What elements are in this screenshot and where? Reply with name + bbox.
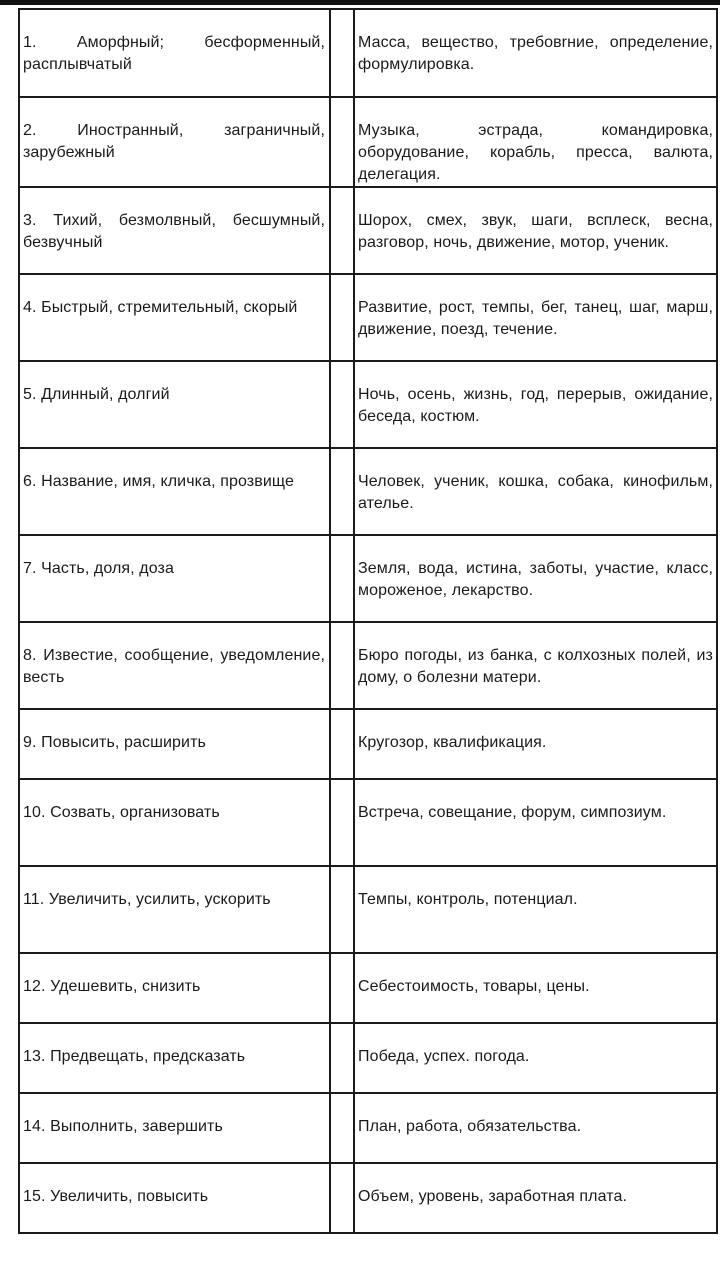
left-cell: 12. Удешевить, снизить: [19, 953, 330, 1023]
left-cell: 7. Часть, доля, доза: [19, 535, 330, 622]
table-row: [19, 1163, 717, 1233]
table-row: [19, 953, 717, 1023]
left-cell: 8. Известие, сообщение, уведомление, весть: [19, 622, 330, 709]
right-cell: Встреча, совещание, форум, симпозиум.: [354, 779, 717, 866]
left-cell: 2. Иностранный, заграничный, зарубежный: [19, 97, 330, 187]
table-row: [19, 1093, 717, 1163]
left-cell: 14. Выполнить, завершить: [19, 1093, 330, 1163]
left-cell: 9. Повысить, расширить: [19, 709, 330, 779]
table-row: [19, 97, 717, 187]
answer-cell: [330, 187, 354, 274]
answer-cell: [330, 866, 354, 953]
left-cell: 10. Созвать, организовать: [19, 779, 330, 866]
answer-cell: [330, 1093, 354, 1163]
table-row: [19, 535, 717, 622]
table-row: [19, 622, 717, 709]
answer-cell: [330, 779, 354, 866]
right-cell: Музыка, эстрада, командировка, оборудование, корабль, пресса, валюта, делегация.: [354, 97, 717, 187]
left-cell: 1. Аморфный; бесформенный, расплывчатый: [19, 9, 330, 97]
right-cell: Развитие, рост, темпы, бег, танец, шаг, марш, движение, поезд, течение.: [354, 274, 717, 361]
right-cell: Масса, вещество, требовrние, определение, формулировка.: [354, 9, 717, 97]
answer-cell: [330, 535, 354, 622]
right-cell: Объем, уровень, заработная плата.: [354, 1163, 717, 1233]
table-row: [19, 1023, 717, 1093]
answer-cell: [330, 709, 354, 779]
top-edge-bar: [0, 0, 720, 5]
left-cell: 6. Название, имя, кличка, прозвище: [19, 448, 330, 535]
left-cell: 13. Предвещать, предсказать: [19, 1023, 330, 1093]
right-cell: План, работа, обязательства.: [354, 1093, 717, 1163]
right-cell: Земля, вода, истина, заботы, участие, класс, мороженое, лекарство.: [354, 535, 717, 622]
left-cell: 3. Тихий, безмолвный, бесшумный, безвучный: [19, 187, 330, 274]
table-row: [19, 274, 717, 361]
table-row: [19, 187, 717, 274]
answer-cell: [330, 622, 354, 709]
table-row: [19, 361, 717, 448]
right-cell: Темпы, контроль, потенциал.: [354, 866, 717, 953]
left-cell: 15. Увеличить, повысить: [19, 1163, 330, 1233]
right-cell: Ночь, осень, жизнь, год, перерыв, ожидание, беседа, костюм.: [354, 361, 717, 448]
answer-cell: [330, 361, 354, 448]
answer-cell: [330, 9, 354, 97]
answer-cell: [330, 448, 354, 535]
right-cell: Шорох, смех, звук, шаги, всплеск, весна, разговор, ночь, движение, мотор, ученик.: [354, 187, 717, 274]
answer-cell: [330, 1023, 354, 1093]
right-cell: Кругозор, квалификация.: [354, 709, 717, 779]
left-cell: 11. Увеличить, усилить, ускорить: [19, 866, 330, 953]
table-row: [19, 866, 717, 953]
right-cell: Себестоимость, товары, цены.: [354, 953, 717, 1023]
right-cell: Человек, ученик, кошка, собака, кинофильм, ателье.: [354, 448, 717, 535]
table-row: [19, 709, 717, 779]
table-row: [19, 779, 717, 866]
right-cell: Победа, успех. погода.: [354, 1023, 717, 1093]
left-cell: 5. Длинный, долгий: [19, 361, 330, 448]
answer-cell: [330, 274, 354, 361]
table-row: [19, 448, 717, 535]
answer-cell: [330, 97, 354, 187]
left-cell: 4. Быстрый, стремительный, скорый: [19, 274, 330, 361]
table-row: [19, 9, 717, 97]
right-cell: Бюро погоды, из банка, с колхозных полей, из дому, о болезни матери.: [354, 622, 717, 709]
answer-cell: [330, 1163, 354, 1233]
answer-cell: [330, 953, 354, 1023]
word-matching-table: [18, 8, 718, 1234]
